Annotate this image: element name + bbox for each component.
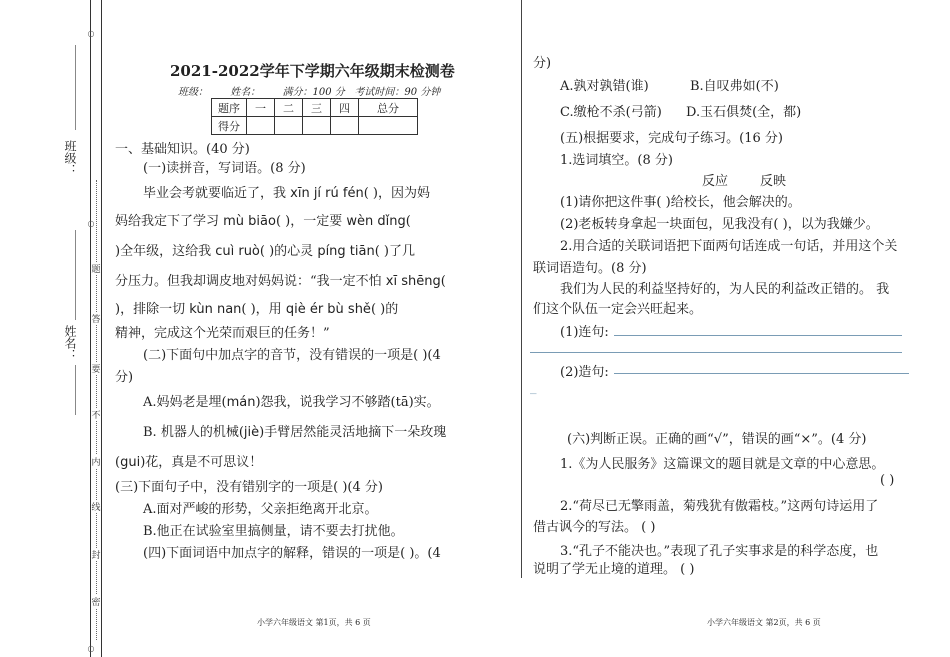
score-cell: 三 bbox=[303, 99, 331, 117]
pinyin: xī shēng bbox=[385, 274, 441, 289]
name-line-lower bbox=[75, 365, 76, 415]
judge-question: 3.“孔子不能决也。”表现了孔子实事求是的科学态度，也 bbox=[560, 544, 879, 559]
answer-line[interactable] bbox=[614, 373, 909, 374]
score-cell: 二 bbox=[275, 99, 303, 117]
answer-line[interactable] bbox=[614, 335, 902, 336]
seal-char: 内 bbox=[91, 455, 101, 468]
passage-line: )，排除一切 kùn nan( )，用 qiè ér bù shě( )的 bbox=[115, 302, 399, 317]
exam-title: 2021-2022学年下学期六年级期末检测卷 bbox=[170, 62, 455, 80]
option-a: A.面对严峻的形势，父亲拒绝离开北京。 bbox=[143, 502, 378, 517]
judge-answer[interactable]: ( ) bbox=[880, 473, 895, 488]
option-d: D.玉石俱焚(全，都) bbox=[686, 105, 802, 120]
word-choice: 反映 bbox=[760, 174, 787, 189]
option-b-cont: (gui)花，真是不可思议！ bbox=[115, 455, 263, 470]
section-5-2: 2.用合适的关联词语把下面两句话连成一句话，并用这个关 bbox=[560, 239, 898, 254]
score-table-row bbox=[212, 99, 418, 117]
seal-char: 答 bbox=[91, 312, 101, 325]
fill-question: (1)请你把这件事( )给校长，他会解决的。 bbox=[560, 195, 801, 210]
seal-char: 线 bbox=[91, 500, 101, 513]
option-b: B. 机器人的机械(jiè)手臂居然能灵活地摘下一朵玫瑰 bbox=[143, 425, 447, 440]
score-cell: 一 bbox=[247, 99, 275, 117]
score-cell[interactable] bbox=[331, 117, 359, 135]
section-1d-cont: 分) bbox=[533, 56, 552, 71]
footer-right: 小学六年级语文 第2页，共 6 页 bbox=[707, 618, 821, 627]
section-6-heading: (六)判断正误。正确的画“√”，错误的画“×”。(4 分) bbox=[567, 432, 867, 447]
option-b: B.他正在试验室里搞侧量，请不要去打扰他。 bbox=[143, 524, 404, 539]
pinyin: píng tiān bbox=[317, 244, 375, 259]
score-cell: 四 bbox=[331, 99, 359, 117]
page-divider bbox=[521, 0, 522, 578]
pinyin: mù biāo bbox=[223, 214, 276, 229]
binding-hole: ○ bbox=[87, 219, 95, 228]
score-cell: 题序 bbox=[212, 99, 247, 117]
option-a: A.孰对孰错(谁) bbox=[560, 79, 649, 94]
score-cell[interactable] bbox=[247, 117, 275, 135]
section-1b-heading-cont: 分) bbox=[115, 370, 134, 385]
judge-question-cont: 借古讽今的写法。 ( ) bbox=[533, 520, 656, 535]
section-1a-heading: (一)读拼音，写词语。(8 分) bbox=[143, 161, 306, 176]
section-1b-heading: (二)下面句中加点字的音节，没有错误的一项是( )(4 bbox=[143, 348, 441, 363]
seal-char: 要 bbox=[91, 362, 101, 375]
info-time: 考试时间：90 分钟 bbox=[354, 87, 441, 98]
class-line bbox=[75, 45, 76, 130]
binding-tick: ○ bbox=[87, 29, 95, 38]
judge-question-cont: 说明了学无止境的道理。 ( ) bbox=[533, 562, 695, 577]
score-cell: 总分 bbox=[359, 99, 418, 117]
sentence-material-cont: 们这个队伍一定会兴旺起来。 bbox=[533, 302, 703, 317]
pinyin: kùn nan bbox=[189, 302, 242, 317]
score-cell: 得分 bbox=[212, 117, 247, 135]
judge-question: 2.“荷尽已无擎雨盖，菊残犹有傲霜枝。”这两句诗运用了 bbox=[560, 499, 879, 514]
passage-line: 分压力。但我却调皮地对妈妈说：“我一定不怕 xī shēng( bbox=[115, 274, 446, 289]
option-c: C.缴枪不杀(弓箭) bbox=[560, 105, 662, 120]
seal-char: 封 bbox=[91, 548, 101, 561]
seal-char: 密 bbox=[91, 595, 101, 608]
exam-info bbox=[178, 83, 440, 98]
section-1c-heading: (三)下面句子中，没有错别字的一项是( )(4 分) bbox=[115, 480, 383, 495]
judge-question: 1.《为人民服务》这篇课文的题目就是文章的中心意思。 bbox=[560, 457, 885, 472]
score-cell[interactable] bbox=[303, 117, 331, 135]
info-class: 班级： bbox=[178, 87, 208, 98]
name-line bbox=[75, 230, 76, 320]
section-1d-heading: (四)下面词语中加点字的解释，错误的一项是( )。(4 bbox=[143, 546, 441, 561]
section-5-2-cont: 联词语造句。(8 分) bbox=[533, 261, 647, 276]
passage-line: )全年级，这给我 cuì ruò( )的心灵 píng tiān( )了几 bbox=[115, 244, 415, 259]
zaoju-label: (2)造句: bbox=[560, 365, 609, 380]
class-label: 班级： bbox=[63, 140, 77, 176]
section-5-1: 1.选词填空。(8 分) bbox=[560, 153, 673, 168]
passage-line: 毕业会考就要临近了，我 xīn jí rú fén( )，因为妈 bbox=[143, 186, 430, 201]
seal-char: 题 bbox=[91, 262, 101, 275]
passage-line: 精神，完成这个光荣而艰巨的任务！” bbox=[115, 326, 330, 341]
fill-question: (2)老板转身拿起一块面包，见我没有( )，以为我嫌少。 bbox=[560, 217, 879, 232]
option-b: B.自叹弗如(不) bbox=[690, 79, 779, 94]
word-choice: 反应 bbox=[702, 174, 729, 189]
footer-left: 小学六年级语文 第1页，共 6 页 bbox=[257, 618, 371, 627]
name-label: 姓名： bbox=[63, 325, 77, 361]
score-cell[interactable] bbox=[275, 117, 303, 135]
pinyin: qiè ér bù shě bbox=[285, 302, 371, 317]
info-full-score: 满分：100 分 bbox=[282, 87, 345, 98]
seal-char: 不 bbox=[91, 408, 101, 421]
passage-line: 妈给我定下了学习 mù biāo( )，一定要 wèn dǐng( bbox=[115, 214, 411, 229]
option-a: A.妈妈老是埋(mán)怨我，说我学习不够踏(tā)实。 bbox=[143, 395, 440, 410]
score-table-row bbox=[212, 117, 418, 135]
section-5-heading: (五)根据要求，完成句子练习。(16 分) bbox=[560, 131, 783, 146]
answer-line-tail: _ bbox=[530, 380, 537, 395]
score-table bbox=[211, 98, 418, 135]
pinyin: wèn dǐng bbox=[346, 214, 406, 229]
binding-hole: ○ bbox=[87, 644, 95, 653]
pinyin: cuì ruò bbox=[215, 244, 260, 259]
section-1-heading: 一、基础知识。(40 分) bbox=[115, 142, 250, 157]
lianju-label: (1)连句: bbox=[560, 325, 609, 340]
info-name: 姓名： bbox=[230, 87, 261, 98]
pinyin: xīn jí rú fén bbox=[290, 186, 364, 201]
answer-line[interactable] bbox=[530, 352, 902, 353]
sentence-material: 我们为人民的利益坚持好的，为人民的利益改正错的。 我 bbox=[560, 282, 890, 297]
score-cell[interactable] bbox=[359, 117, 418, 135]
